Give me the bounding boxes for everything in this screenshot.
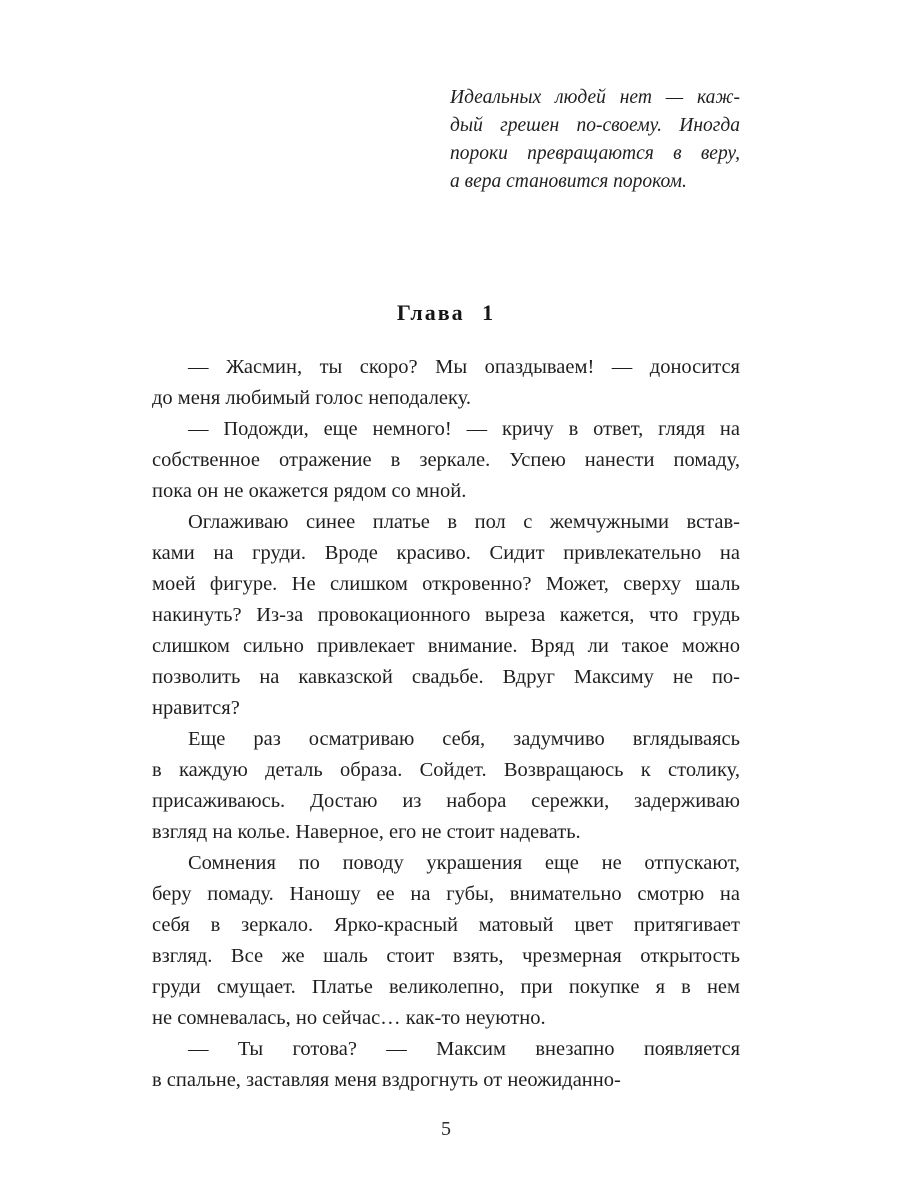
text-line: взгляд на колье. Наверное, его не стоит надевать. xyxy=(152,821,581,843)
epigraph-line: дый грешен по-своему. Иногда xyxy=(450,115,740,136)
text-line: ками на груди. Вроде красиво. Сидит привлекательно на xyxy=(152,542,740,564)
text-line: не сомневалась, но сейчас… как-то неуютно. xyxy=(152,1007,546,1029)
text-line: моей фигуре. Не слишком откровенно? Может, сверху шаль xyxy=(152,573,740,595)
text-line: накинуть? Из-за провокационного выреза кажется, что грудь xyxy=(152,604,740,626)
text-line: взгляд. Все же шаль стоит взять, чрезмерная открытость xyxy=(152,945,740,967)
text-line: Еще раз осматриваю себя, задумчиво вглядываясь xyxy=(188,728,740,750)
text-line: в спальне, заставляя меня вздрогнуть от неожиданно- xyxy=(152,1069,621,1091)
paragraph xyxy=(152,507,740,724)
epigraph xyxy=(450,84,740,196)
page-number: 5 xyxy=(441,1118,451,1140)
text-line: Сомнения по поводу украшения еще не отпускают, xyxy=(188,852,740,874)
body-text xyxy=(152,352,740,1096)
text-line: груди смущает. Платье великолепно, при покупке я в нем xyxy=(152,976,740,998)
text-line: в каждую деталь образа. Сойдет. Возвращаюсь к столику, xyxy=(152,759,740,781)
text-line: слишком сильно привлекает внимание. Вряд ли такое можно xyxy=(152,635,740,657)
text-line: — Подожди, еще немного! — кричу в ответ, глядя на xyxy=(188,418,740,440)
paragraph xyxy=(152,848,740,1034)
chapter-title: Глава 1 xyxy=(396,300,496,325)
paragraph xyxy=(152,724,740,848)
text-line: до меня любимый голос неподалеку. xyxy=(152,387,472,409)
text-line: позволить на кавказской свадьбе. Вдруг Максиму не по- xyxy=(152,666,740,688)
text-line: нравится? xyxy=(152,697,240,719)
epigraph-line: Идеальных людей нет — каж- xyxy=(450,87,740,108)
text-line: — Ты готова? — Максим внезапно появляется xyxy=(188,1038,740,1060)
text-line: собственное отражение в зеркале. Успею нанести помаду, xyxy=(152,449,740,471)
epigraph-line: пороки превращаются в веру, xyxy=(450,143,740,164)
text-line: пока он не окажется рядом со мной. xyxy=(152,480,467,502)
paragraph xyxy=(152,352,740,414)
text-line: беру помаду. Наношу ее на губы, внимательно смотрю на xyxy=(152,883,740,905)
text-line: Оглаживаю синее платье в пол с жемчужными встав- xyxy=(188,511,740,533)
epigraph-line: а вера становится пороком. xyxy=(450,171,687,192)
text-line: — Жасмин, ты скоро? Мы опаздываем! — доносится xyxy=(188,356,740,378)
text-line: присаживаюсь. Достаю из набора сережки, задерживаю xyxy=(152,790,740,812)
paragraph xyxy=(152,1034,740,1096)
text-line: себя в зеркало. Ярко-красный матовый цвет притягивает xyxy=(152,914,740,936)
paragraph xyxy=(152,414,740,507)
